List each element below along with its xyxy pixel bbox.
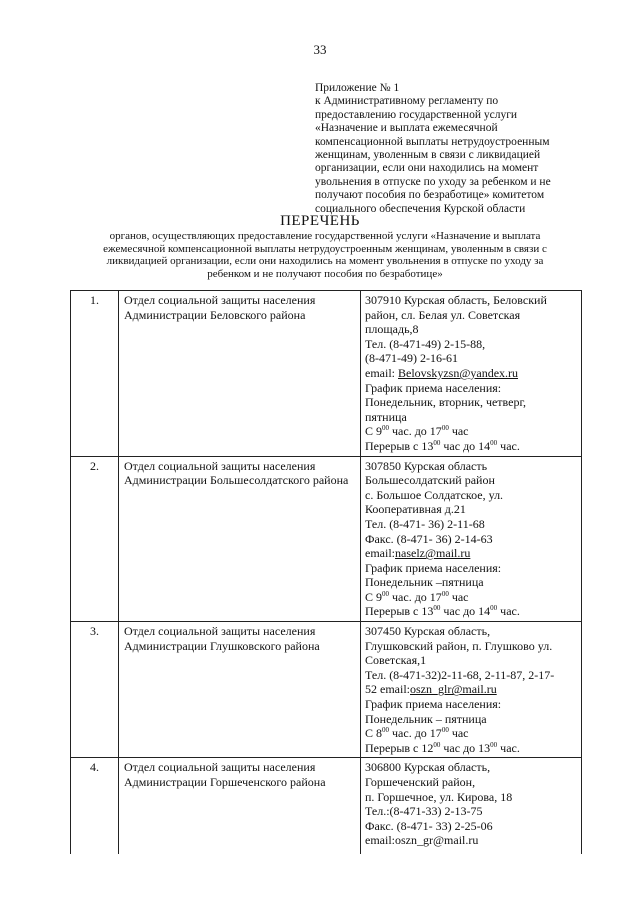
fax-line: Факс. (8-471- 36) 2-14-63	[365, 531, 493, 546]
email-line	[365, 546, 579, 561]
appendix-line: Приложение № 1	[315, 82, 400, 94]
subtitle-line: ребенком и не получают пособия по безработице»	[207, 267, 443, 280]
organization-name: Отдел социальной защиты населения Администрации Глушковского района	[119, 622, 361, 758]
phone-line: Тел.:(8-471-33) 2-13-75	[365, 804, 483, 819]
schedule-days: Понедельник, вторник, четверг,	[365, 395, 527, 410]
schedule-days: Понедельник – пятница	[365, 711, 487, 726]
table-row	[71, 758, 582, 854]
phone-line: Тел. (8-471- 36) 2-11-68	[365, 516, 485, 531]
address-line: 306800 Курская область,	[365, 760, 491, 775]
contact-info	[361, 758, 582, 854]
subtitle-line: органов, осуществляющих предоставление государственной услуги «Назначение и выплата	[109, 230, 541, 242]
row-number: 4.	[71, 758, 119, 854]
email-line: email:oszn_gr@mail.ru	[365, 833, 479, 848]
address-line: п. Горшечное, ул. Кирова, 18	[365, 789, 513, 804]
appendix-line: увольнения в отпуске по уходу за ребенком и не	[315, 175, 551, 188]
address-line: Большесолдатский район	[365, 473, 495, 488]
schedule-break: Перерыв с $12^{00}$ час до $13^{00}$ час.	[365, 740, 520, 755]
table-row	[71, 456, 582, 622]
contact-info	[361, 456, 582, 622]
agencies-table	[70, 290, 582, 854]
schedule-label: График приема населения:	[365, 697, 502, 712]
row-number: 1.	[71, 291, 119, 457]
phone-line: Тел. (8-471-49) 2-15-88,	[365, 336, 486, 351]
address-line: 307850 Курская область	[365, 458, 488, 473]
email-label: email:	[365, 546, 395, 561]
schedule-days: пятница	[365, 409, 407, 424]
address-line: район, сл. Белая ул. Советская	[365, 307, 521, 322]
phone-line: (8-471-49) 2-16-61	[365, 351, 458, 366]
schedule-days: Понедельник –пятница	[365, 575, 484, 590]
organization-name: Отдел социальной защиты населения Администрации Большесолдатского района	[119, 456, 361, 622]
phone-line: Тел. (8-471-32)2-11-68, 2-11-87, 2-17-	[365, 667, 555, 682]
address-line: 307450 Курская область,	[365, 624, 491, 639]
address-line: Глушковский район, п. Глушково ул.	[365, 638, 553, 653]
document-subtitle	[60, 230, 590, 280]
contact-info	[361, 622, 582, 758]
schedule-label: График приема населения:	[365, 560, 502, 575]
table-row	[71, 622, 582, 758]
appendix-line: социального обеспечения Курской области	[315, 202, 526, 215]
subtitle-line: ежемесячной компенсационной выплаты нетрудоустроенным женщинам, уволенным в связи с	[103, 242, 547, 255]
document-title: ПЕРЕЧЕНЬ	[280, 213, 360, 229]
address-line: Советская,1	[365, 653, 427, 668]
schedule-break: Перерыв с $13^{00}$ час до $14^{00}$ час.	[365, 438, 520, 453]
schedule-hours: С $8^{00}$ час. до $17^{00}$ час	[365, 726, 469, 741]
subtitle-line: ликвидацией организации, если они находились на момент увольнения в отпуске по уходу за	[106, 255, 544, 268]
row-number: 3.	[71, 622, 119, 758]
appendix-line: к Административному регламенту по	[315, 95, 499, 108]
email-label: 52 email:	[365, 682, 410, 697]
appendix-line: предоставлению государственной услуги	[315, 108, 518, 121]
schedule-break: Перерыв с $13^{00}$ час до $14^{00}$ час.	[365, 604, 520, 619]
appendix-line: компенсационной выплаты нетрудоустроенным	[315, 135, 550, 148]
email-link[interactable]: Belovskyzsn@yandex.ru	[398, 365, 519, 380]
appendix-line: получают пособия по безработице» комитетом	[315, 189, 545, 202]
email-label: email:	[365, 365, 398, 380]
email-link[interactable]: oszn_glr@mail.ru	[410, 682, 497, 697]
address-line: с. Большое Солдатское, ул.	[365, 487, 504, 502]
schedule-hours: С $9^{00}$ час. до $17^{00}$ час	[365, 424, 469, 439]
appendix-line: «Назначение и выплата ежемесячной	[315, 122, 498, 135]
address-line: Кооперативная д.21	[365, 502, 466, 517]
organization-name: Отдел социальной защиты населения Администрации Горшеченского района	[119, 758, 361, 854]
appendix-header	[315, 82, 615, 216]
row-number: 2.	[71, 456, 119, 622]
contact-info	[361, 291, 582, 457]
appendix-line: женщинам, уволенным в связи с ликвидацией	[315, 149, 541, 162]
fax-line: Факс. (8-471- 33) 2-25-06	[365, 818, 493, 833]
table-row	[71, 291, 582, 457]
address-line: 307910 Курская область, Беловский	[365, 293, 547, 307]
address-line: площадь,8	[365, 322, 419, 337]
schedule-label: График приема населения:	[365, 380, 502, 395]
page-number: 33	[313, 42, 327, 57]
address-line: Горшеченский район,	[365, 775, 476, 789]
schedule-hours: С $9^{00}$ час. до $17^{00}$ час	[365, 589, 469, 604]
appendix-line: организации, если они находились на момент	[315, 162, 539, 175]
email-link[interactable]: naselz@mail.ru	[395, 546, 471, 561]
email-line	[365, 366, 579, 381]
email-line	[365, 682, 579, 697]
organization-name: Отдел социальной защиты населения Администрации Беловского района	[119, 291, 361, 457]
